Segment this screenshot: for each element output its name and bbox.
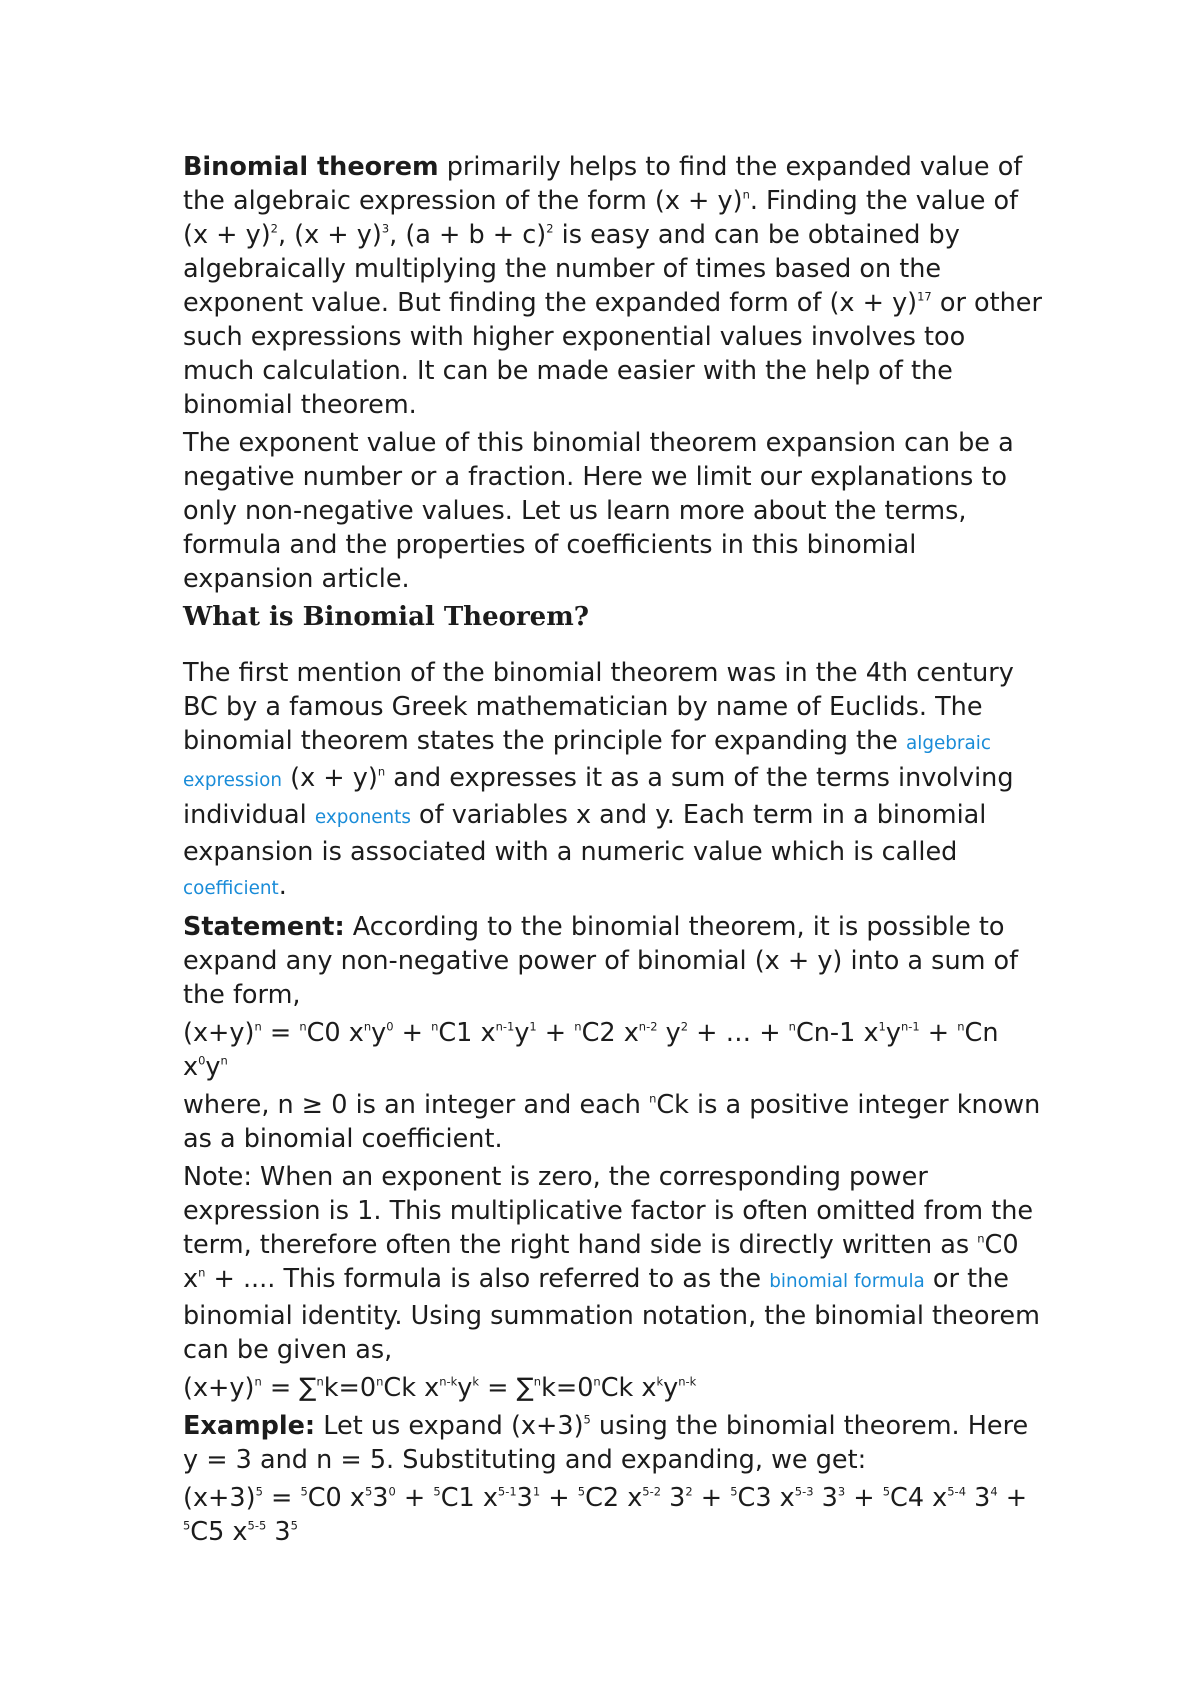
superscript: n [363, 1019, 372, 1034]
superscript: 5 [583, 1412, 591, 1427]
math-run: C0 x [306, 1018, 364, 1048]
superscript: 5 [577, 1484, 586, 1499]
text-run: Note: When an exponent is zero, the corresponding power expression is 1. This multiplicative factor is often omitted from the term, therefore often the right hand side is directly written as [183, 1162, 1034, 1260]
math-run: 3 [813, 1483, 838, 1513]
math-run: + [845, 1483, 883, 1513]
superscript: n [220, 1053, 228, 1068]
scope-paragraph: The exponent value of this binomial theorem expansion can be a negative number or a fraction. Here we limit our explanations to only non-negative values. Let us learn more about the terms, formula and the properties of coefficients in this binomial expansion article. [183, 428, 1014, 594]
math-run: + [692, 1483, 731, 1513]
superscript: 1 [878, 1019, 886, 1034]
superscript: 5 [882, 1484, 891, 1499]
superscript: 5 [364, 1484, 373, 1499]
text-run: Let us expand (x+3) [315, 1411, 584, 1441]
math-run: C1 x [438, 1018, 496, 1048]
text-run: where, n ≥ 0 is an integer and each [183, 1090, 650, 1120]
math-run: = ∑ [479, 1373, 534, 1403]
superscript: 5 [290, 1518, 298, 1533]
math-run: Cn x [183, 1018, 999, 1082]
superscript: 5 [183, 1518, 191, 1533]
coefficient-link[interactable]: coefficient [183, 878, 279, 899]
text-run: , (a + b + c) [389, 220, 547, 250]
section-heading: What is Binomial Theorem? [183, 602, 589, 632]
coefficient-definition-paragraph [183, 1088, 1043, 1156]
math-run: C5 x [190, 1517, 248, 1547]
superscript: 5 [433, 1484, 441, 1499]
superscript: 4 [990, 1484, 998, 1499]
math-run: C2 x [581, 1018, 639, 1048]
superscript: n [299, 1019, 307, 1034]
superscript: n [574, 1019, 582, 1034]
math-run: = [262, 1483, 301, 1513]
superscript: 1 [532, 1484, 541, 1499]
example-label: Example: [183, 1411, 316, 1441]
superscript: n [377, 764, 386, 779]
intro-paragraph [183, 150, 1043, 422]
math-run: 3 [516, 1483, 533, 1513]
math-run: C2 x [585, 1483, 643, 1513]
math-run: + [919, 1018, 958, 1048]
text-run: Ck is a positive integer known as a binomial coefficient. [183, 1090, 1041, 1154]
exponents-link[interactable]: exponents [314, 807, 411, 828]
statement-label: Statement: [183, 912, 345, 942]
text-run: The first mention of the binomial theorem was in the 4th century BC by a famous Greek mathematician by name of Euclids. The binomial theorem states the principle for expanding the [183, 658, 1014, 756]
text-run: C0 x [183, 1230, 1019, 1294]
math-run: k=0 [323, 1373, 377, 1403]
math-run: y [514, 1018, 530, 1048]
text-run: + .... This formula is also referred to as the [205, 1264, 770, 1294]
math-run: y [885, 1018, 901, 1048]
math-run: + [393, 1018, 432, 1048]
superscript: 5-3 [794, 1484, 814, 1499]
intro-bold-term: Binomial theorem [183, 152, 439, 182]
math-run: y [371, 1018, 387, 1048]
summation-equation [183, 1371, 1043, 1405]
superscript: n [376, 1374, 384, 1389]
text-run: or the binomial identity. Using summation notation, the binomial theorem can be given as, [183, 1264, 1040, 1365]
superscript: n [533, 1374, 542, 1389]
math-run: Ck x [383, 1373, 440, 1403]
math-run: y [457, 1373, 473, 1403]
math-run: C4 x [890, 1483, 948, 1513]
algebraic-expression-link[interactable]: algebraic expression [183, 733, 991, 791]
math-run: Ck x [600, 1373, 657, 1403]
superscript: 3 [837, 1484, 846, 1499]
superscript: 5 [255, 1484, 263, 1499]
superscript: n-k [439, 1374, 458, 1389]
text-run: . [278, 871, 287, 901]
superscript: 5 [730, 1484, 738, 1499]
text-run: primarily helps to find the expanded value of the algebraic expression of the form (x + y) [183, 152, 1023, 216]
math-run: y [663, 1373, 679, 1403]
math-run: C3 x [737, 1483, 795, 1513]
superscript: n [788, 1019, 796, 1034]
math-run: C1 x [440, 1483, 498, 1513]
superscript: 5-5 [247, 1518, 267, 1533]
document-body [183, 150, 1043, 1553]
superscript: n-1 [495, 1019, 515, 1034]
math-run: (x+y) [183, 1018, 255, 1048]
superscript: n [198, 1265, 206, 1280]
math-run: k=0 [541, 1373, 594, 1403]
superscript: n [254, 1019, 262, 1034]
text-run: using the binomial theorem. Here y = 3 and n = 5. Substituting and expanding, we get: [183, 1411, 1029, 1475]
superscript: 0 [386, 1019, 394, 1034]
note-paragraph [183, 1160, 1043, 1367]
superscript: 0 [388, 1484, 396, 1499]
superscript: n [431, 1019, 439, 1034]
superscript: n [593, 1374, 601, 1389]
text-run: of variables x and y. Each term in a binomial expansion is associated with a numeric value which is called [183, 800, 987, 867]
superscript: 2 [546, 221, 554, 236]
superscript: 5 [300, 1484, 308, 1499]
superscript: 2 [680, 1019, 689, 1034]
math-run: + [395, 1483, 434, 1513]
superscript: n [649, 1091, 657, 1106]
superscript: n [254, 1374, 262, 1389]
math-run: C0 x [307, 1483, 365, 1513]
superscript: n [977, 1231, 985, 1246]
math-run: (x+y) [183, 1373, 255, 1403]
binomial-expansion-equation [183, 1016, 1043, 1084]
math-run: 3 [266, 1517, 291, 1547]
superscript: 2 [270, 221, 278, 236]
math-run: + [540, 1483, 578, 1513]
superscript: 1 [529, 1019, 537, 1034]
superscript: 17 [917, 289, 932, 304]
superscript: n-k [678, 1374, 697, 1389]
text-run: or other such expressions with higher exponential values involves too much calculation. It can be made easier with the help of the binomial theorem. [183, 288, 1042, 420]
math-run: + [536, 1018, 575, 1048]
math-run: = [261, 1018, 300, 1048]
superscript: 3 [381, 221, 390, 236]
math-run: y [205, 1052, 221, 1082]
superscript: k [656, 1374, 664, 1389]
math-run: + … + [688, 1018, 789, 1048]
superscript: 5-2 [642, 1484, 662, 1499]
math-run: 3 [661, 1483, 686, 1513]
statement-paragraph [183, 910, 1043, 1012]
binomial-formula-link[interactable]: binomial formula [769, 1271, 925, 1292]
math-run: = ∑ [261, 1373, 317, 1403]
superscript: n [316, 1374, 324, 1389]
superscript: n [957, 1019, 965, 1034]
example-expansion-equation [183, 1481, 1043, 1549]
text-run: and expresses it as a sum of the terms involving individual [183, 763, 1014, 830]
math-run: (x+3) [183, 1483, 256, 1513]
superscript: k [472, 1374, 480, 1389]
math-run: 3 [372, 1483, 389, 1513]
superscript: n-1 [900, 1019, 920, 1034]
math-run: + [997, 1483, 1028, 1513]
history-paragraph [183, 656, 1043, 906]
text-run: According to the binomial theorem, it is possible to expand any non-negative power of binomial (x + y) into a sum of the form, [183, 912, 1019, 1010]
text-run: (x + y) [282, 763, 378, 793]
superscript: 5-1 [497, 1484, 517, 1499]
superscript: 2 [685, 1484, 693, 1499]
superscript: 5-4 [947, 1484, 966, 1499]
math-run: y [657, 1018, 681, 1048]
superscript: 0 [198, 1053, 206, 1068]
text-run: , (x + y) [277, 220, 382, 250]
text-run: is easy and can be obtained by algebraically multiplying the number of times based on the exponent value. But finding the expanded form of (x + y) [183, 220, 960, 318]
math-run: 3 [966, 1483, 991, 1513]
text-run: . Finding the value of (x + y) [183, 186, 1019, 250]
superscript: n [742, 187, 750, 202]
example-paragraph [183, 1409, 1043, 1477]
math-run: Cn-1 x [795, 1018, 879, 1048]
superscript: n-2 [638, 1019, 658, 1034]
